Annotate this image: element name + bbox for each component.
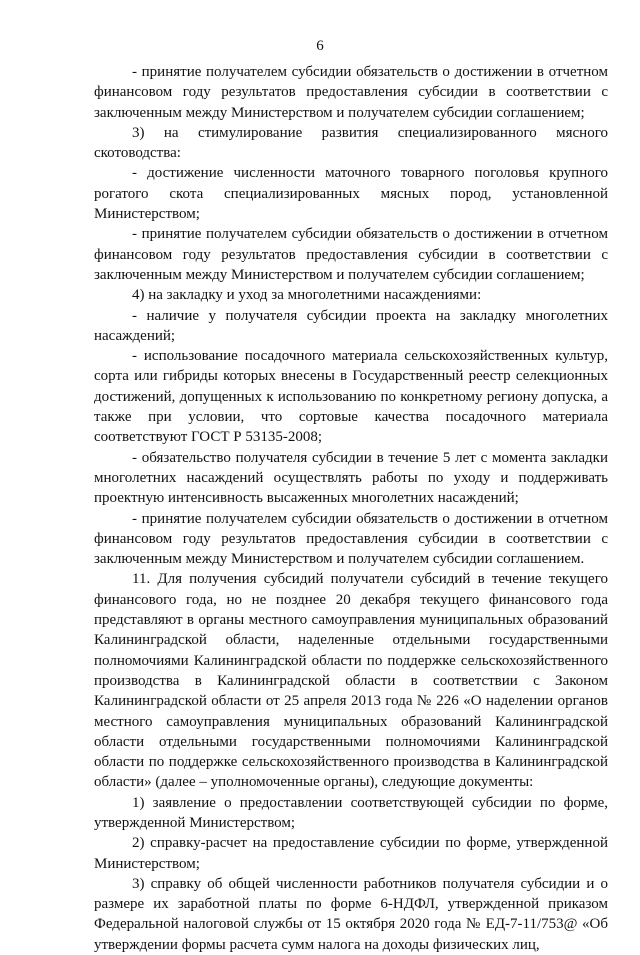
paragraph: - использование посадочного материала сельскохозяйственных культур, сорта или гибриды которых внесены в Государственный реестр селекционных достижений, допущенных к использованию по конкретному региону допуска, а также при условии, что сортовые качества посадочного материала соответствуют ГОСТ Р 53135-2008; — [94, 348, 608, 446]
paragraph: 4) на закладку и уход за многолетними насаждениями: — [132, 287, 482, 304]
paragraph: 3) справку об общей численности работников получателя субсидии и о размере их заработной платы по форме 6-НДФЛ, утвержденной приказом Федеральной налоговой службы от 15 октября 2020 года № ЕД-7-11/753@ «Об утверждении формы расчета сумм налога на доходы физических лиц, — [94, 875, 608, 953]
paragraph: - принятие получателем субсидии обязательств о достижении в отчетном финансовом году результатов предоставления субсидии в соответствии с заключенным между Министерством и получателем субсидии соглашением. — [94, 510, 608, 568]
paragraph: 3) на стимулирование развития специализированного мясного скотоводства: — [94, 124, 608, 162]
paragraph: - наличие у получателя субсидии проекта на закладку многолетних насаждений; — [94, 307, 608, 344]
paragraph: - принятие получателем субсидии обязательств о достижении в отчетном финансовом году результатов предоставления субсидии в соответствии с заключенным между Министерством и получателем субсидии соглашением; — [94, 226, 608, 283]
document-body — [94, 62, 608, 955]
paragraph: 1) заявление о предоставлении соответствующей субсидии по форме, утвержденной Министерством; — [94, 794, 608, 831]
paragraph: - обязательство получателя субсидии в течение 5 лет с момента закладки многолетних насаждений осуществлять работы по уходу и поддерживать проектную интенсивность высаженных многолетних насаждений; — [94, 449, 608, 507]
paragraph: 11. Для получения субсидий получатели субсидий в течение текущего финансового года, но не позднее 20 декабря текущего финансового года представляют в органы местного самоуправления муниципальных образований Калининградской области, наделенные отдельными государственными полномочиями Калининградской области по поддержке сельскохозяйственного производства в Калининградской области в соответствии с Законом Калининградской области от 25 апреля 2013 года № 226 «О наделении органов местного самоуправления муниципальных образований Калининградской области отдельными государственными полномочиями Калининградской области по поддержке сельскохозяйственного производства в Калининградской области» (далее – уполномоченные органы), следующие документы: — [94, 571, 608, 791]
paragraph: - достижение численности маточного товарного поголовья крупного рогатого скота специализированных мясных пород, установленной Министерством; — [94, 165, 608, 223]
page-number: 6 — [316, 38, 324, 54]
paragraph: - принятие получателем субсидии обязательств о достижении в отчетном финансовом году результатов предоставления субсидии в соответствии с заключенным между Министерством и получателем субсидии соглашением; — [94, 64, 608, 121]
paragraph: 2) справку-расчет на предоставление субсидии по форме, утвержденной Министерством; — [94, 835, 608, 872]
